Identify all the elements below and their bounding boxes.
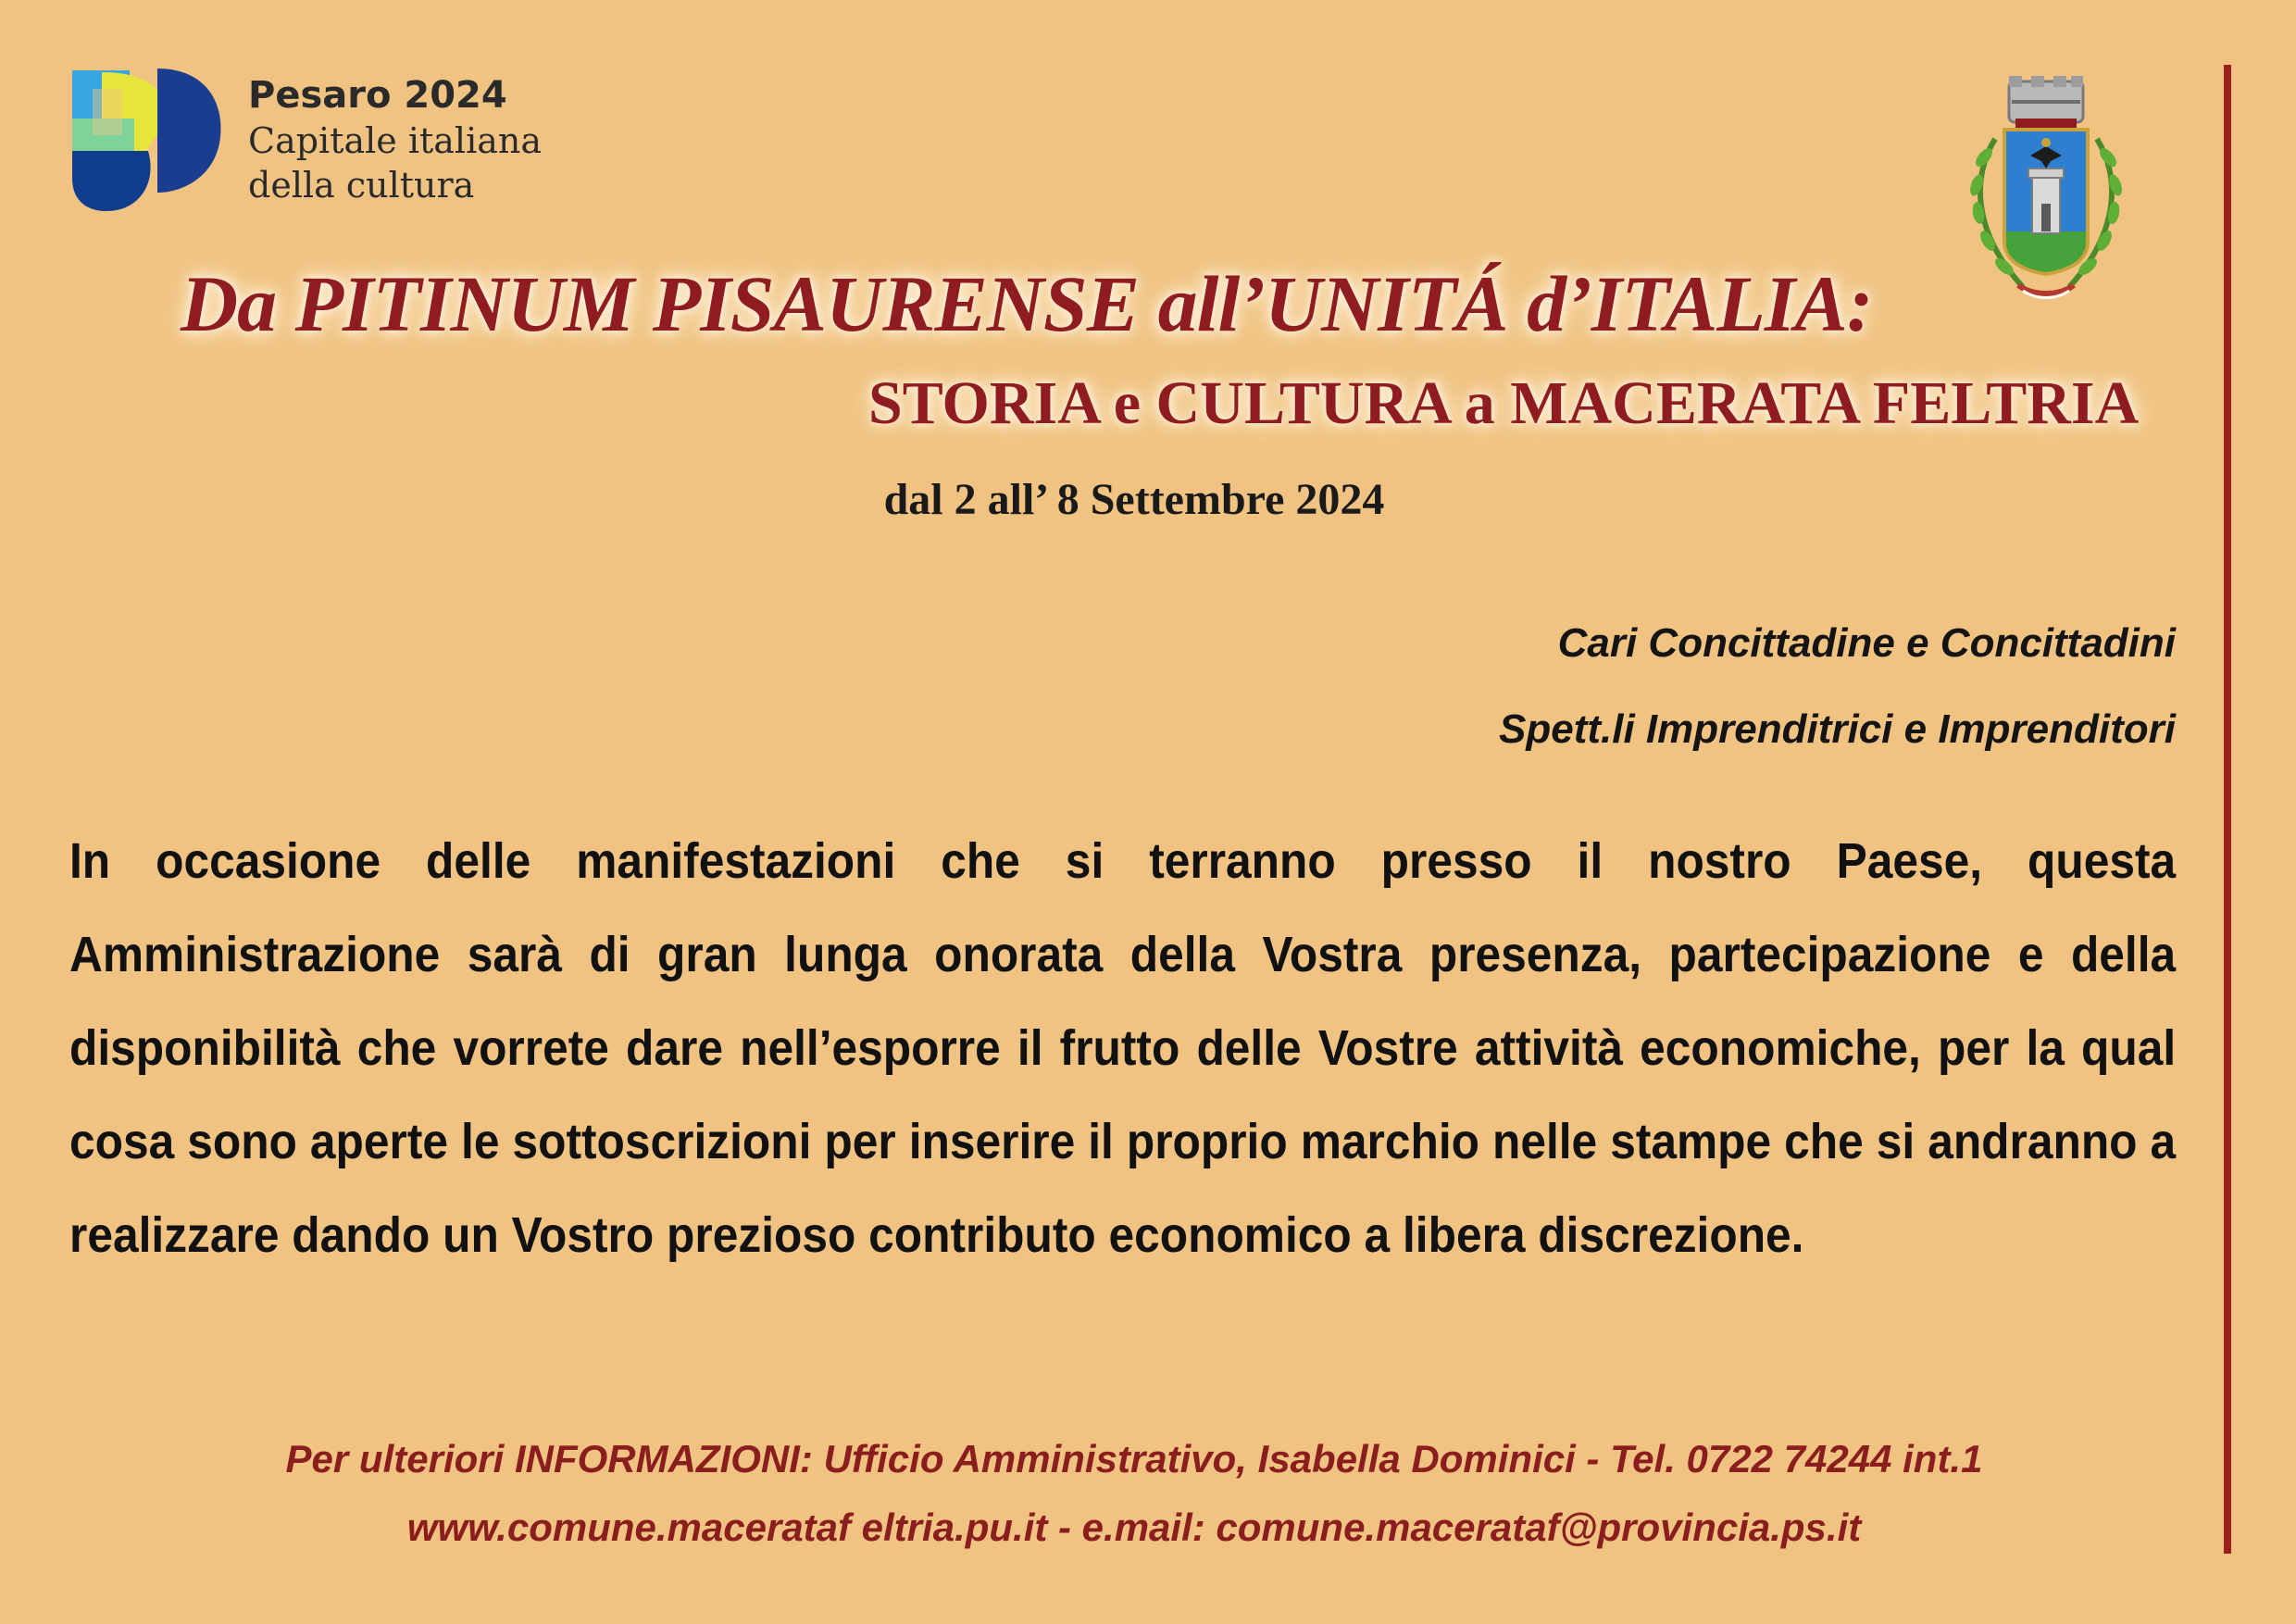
headline-subtitle: STORIA e CULTURA a MACERATA FELTRIA [868,369,2140,437]
logo-subtitle-2: della cultura [248,165,475,206]
greeting-entrepreneurs: Spett.li Imprenditrici e Imprenditori [1499,706,2176,752]
greeting-citizens: Cari Concittadine e Concittadini [1557,620,2176,666]
body-paragraph: In occasione delle manifestazioni che si terranno presso il nostro Paese, questa Amministrazione sarà di gran lunga onorata della Vostra presenza, partecipazione e della disponibilità che vorrete dare nell’esporre il frutto delle Vostre attività economiche, per la qual cosa sono aperte le sottoscrizioni per inserire il proprio marchio nelle stampe che si andranno a realizzare dando un Vostro prezioso contributo economico a libera discrezione. [69,833,2177,1263]
logo-text [248,72,542,207]
contact-web-email-line: www.comune.macerataf eltria.pu.it - e.mail: comune.macerataf@provincia.ps.it [406,1505,1862,1549]
logo-subtitle-1: Capitale italiana [248,120,543,161]
contact-info-line: Per ulteriori INFORMAZIONI: Ufficio Amministrativo, Isabella Dominici - Tel. 0722 74244 int.1 [285,1437,1983,1480]
event-dates: dal 2 all’ 8 Settembre 2024 [883,475,1385,524]
right-vertical-rule [2224,65,2231,1554]
headline-title: Da PITINUM PISAURENSE all’UNITÁ d’ITALIA: [181,259,1873,348]
municipal-coat-of-arms-icon [1930,65,2162,324]
logo-title: Pesaro 2024 [248,74,507,117]
pesaro-2024-logo-icon [65,63,227,216]
